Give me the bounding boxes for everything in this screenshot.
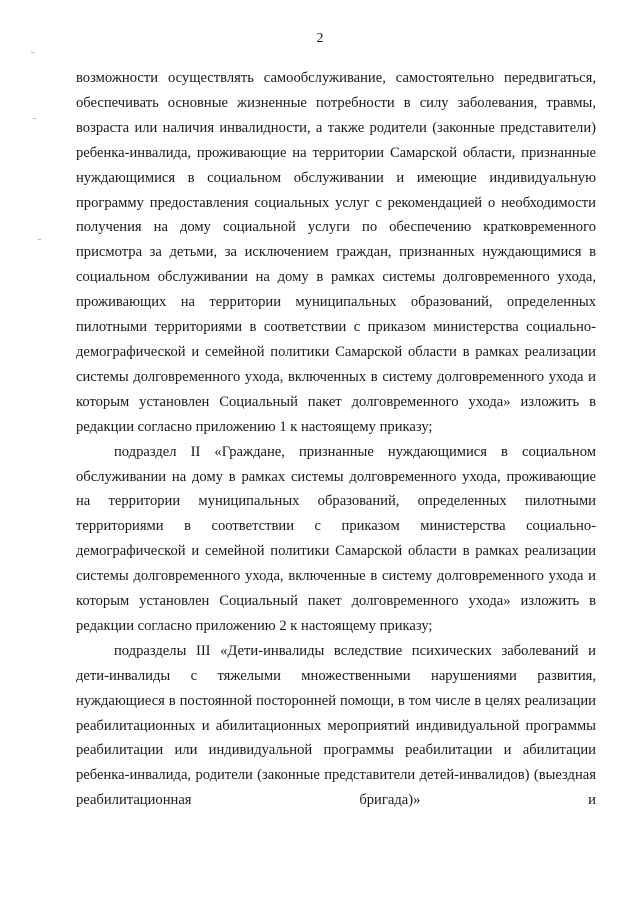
scan-artifact — [31, 52, 34, 53]
scan-artifact — [38, 239, 41, 240]
paragraph-continuation: возможности осуществлять самообслуживание, самостоятельно передвигаться, обеспечивать основные жизненные потребности в силу заболевания, травмы, возраста или наличия инвалидности, а также родители (законные представители) ребенка-инвалида, проживающие на территории Самарской области, признанные нуждающимися в социальном обслуживании и имеющие индивидуальную программу предоставления социальных услуг с рекомендацией о необходимости получения на дому социальной услуги по обеспечению кратковременного присмотра за детьми, за исключением граждан, признанных нуждающимися в социальном обслуживании на дому в рамках системы долговременного ухода, проживающих на территории муниципальных образований, определенных пилотными территориями в соответствии с приказом министерства социально-демографической и семейной политики Самарской области в рамках реализации системы долговременного ухода, включенных в систему долговременного ухода и которым установлен Социальный пакет долговременного ухода» изложить в редакции согласно приложению 1 к настоящему приказу; — [76, 70, 596, 435]
paragraph-subsections-iii: подразделы III «Дети-инвалиды вследствие психических заболеваний и дети-инвалиды с тяжелыми множественными нарушениями развития, нуждающиеся в постоянной посторонней помощи, в том числе в целях реализации реабилитационных и абилитационных мероприятий индивидуальной программы реабилитации или индивидуальной программы реабилитации и абилитации ребенка-инвалида, родители (законные представители детей-инвалидов) (выездная реабилитационная бригада)» и — [76, 642, 596, 809]
paragraph-subsection-ii: подраздел II «Граждане, признанные нуждающимися в социальном обслуживании на дому в рамках системы долговременного ухода, проживающие на территории муниципальных образований, определенных пилотными территориями в соответствии с приказом министерства социально-демографической и семейной политики Самарской области в рамках реализации системы долговременного ухода, включенные в систему долговременного ухода и которым установлен Социальный пакет долговременного ухода» изложить в редакции согласно приложению 2 к настоящему приказу; — [76, 443, 596, 634]
page-number: 2 — [316, 31, 324, 46]
scan-artifact — [33, 118, 36, 119]
document-body — [76, 66, 596, 813]
